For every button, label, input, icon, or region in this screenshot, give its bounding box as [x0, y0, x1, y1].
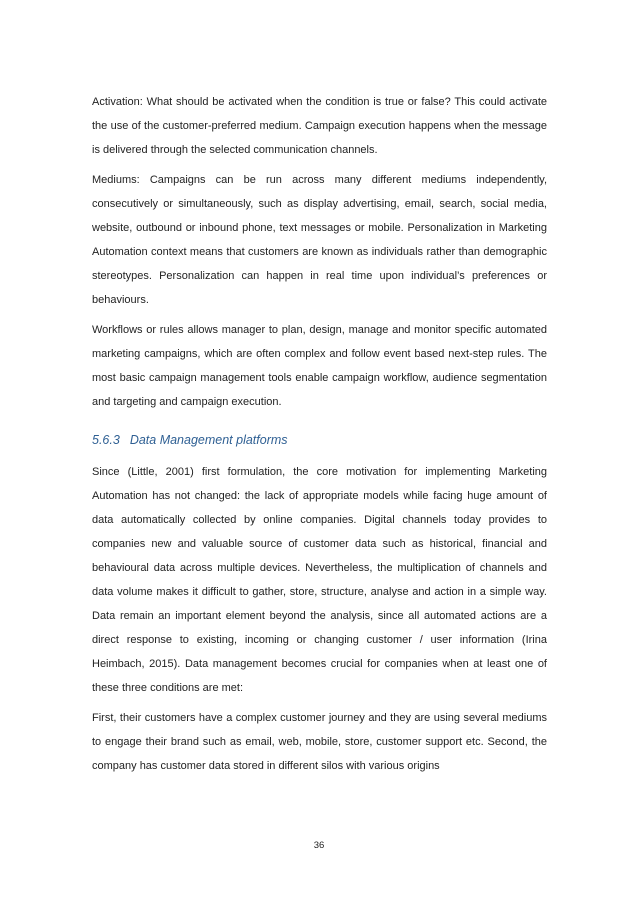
section-heading [92, 428, 547, 452]
paragraph-since-little: Since (Little, 2001) first formulation, the core motivation for implementing Marketing Automation has not changed: the lack of appropriate models while facing huge amount of data automatically collected by online companies. Digital channels today provides to companies new and valuable source of customer data such as historical, financial and behavioural data across multiple devices. Nevertheless, the multiplication of channels and data volume makes it difficult to gather, store, structure, analyse and action in a simple way. Data remain an important element beyond the analysis, since all automated actions are a direct response to existing, incoming or changing customer / user information (Irina Heimbach, 2015). Data management becomes crucial for companies when at least one of these three conditions are met: [92, 466, 547, 694]
paragraph-activation: Activation: What should be activated when the condition is true or false? This could activate the use of the customer-preferred medium. Campaign execution happens when the message is delivered through the selected communication channels. [92, 96, 547, 156]
section-number: 5.6.3 [92, 433, 120, 447]
section-title: Data Management platforms [129, 433, 288, 447]
paragraph-first-second: First, their customers have a complex customer journey and they are using several mediums to engage their brand such as email, web, mobile, store, customer support etc. Second, the company has customer data stored in different silos with various origins [92, 712, 547, 772]
paragraph-workflows: Workflows or rules allows manager to plan, design, manage and monitor specific automated marketing campaigns, which are often complex and follow event based next-step rules. The most basic campaign management tools enable campaign workflow, audience segmentation and targeting and campaign execution. [92, 324, 547, 408]
paragraph-mediums: Mediums: Campaigns can be run across many different mediums independently, consecutively or simultaneously, such as display advertising, email, search, social media, website, outbound or inbound phone, text messages or mobile. Personalization in Marketing Automation context means that customers are known as individuals rather than demographic stereotypes. Personalization can happen in real time upon individual’s preferences or behaviours. [92, 174, 547, 306]
page-number: 36 [313, 840, 325, 851]
page-body [92, 90, 547, 784]
